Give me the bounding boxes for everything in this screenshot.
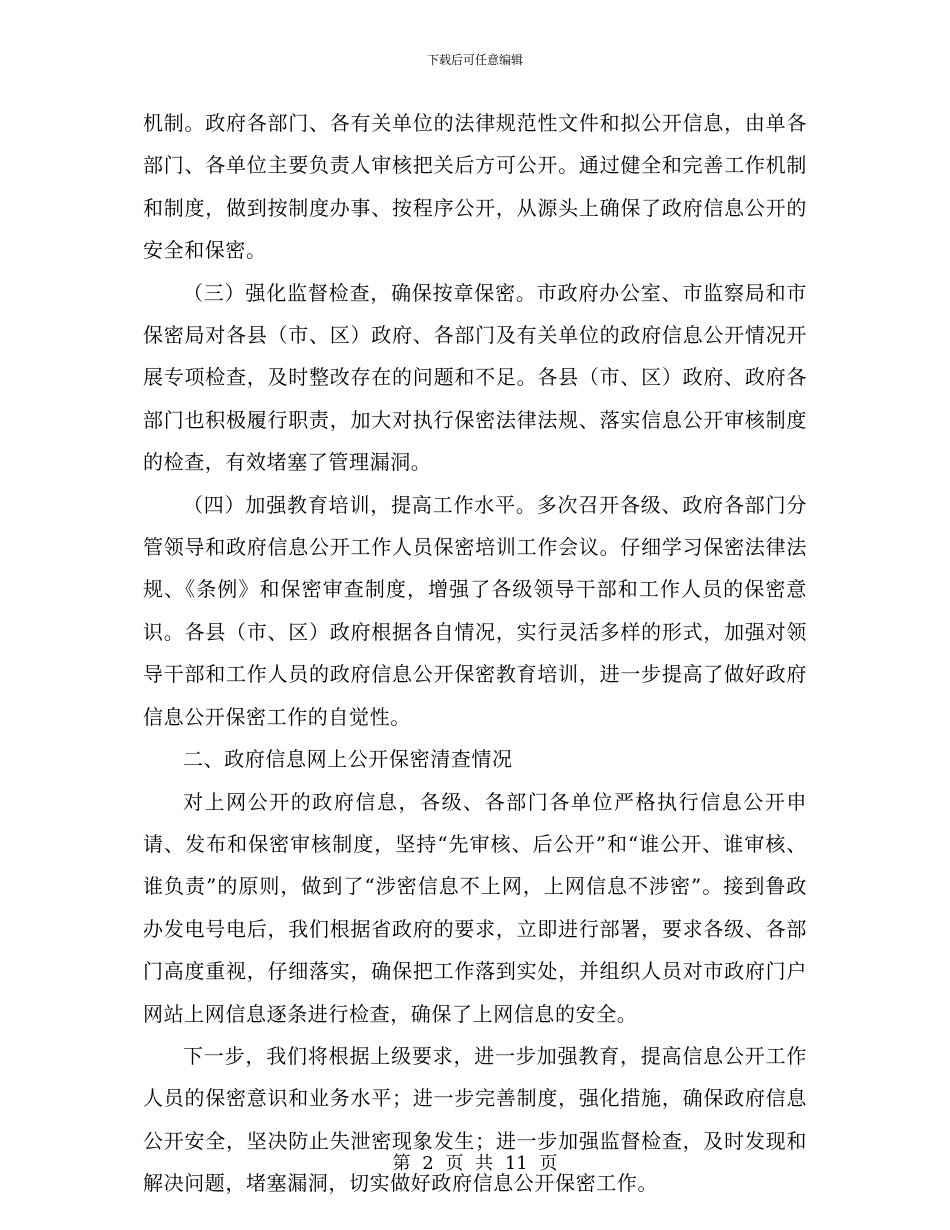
document-body (143, 102, 807, 1205)
paragraph-online-check: 对上网公开的政府信息，各级、各部门各单位严格执行信息公开申请、发布和保密审核制度，坚持“先审核、后公开”和“谁公开、谁审核、谁负责”的原则，做到了“涉密信息不上网，上网信息不涉密”。接到鲁政办发电号电后，我们根据省政府的要求，立即进行部署，要求各级、各部门高度重视，仔细落实，确保把工作落到实处，并组织人员对市政府门户网站上网信息逐条进行检查，确保了上网信息的安全。 (143, 789, 807, 1026)
paragraph-training: （四）加强教育培训，提高工作水平。多次召开各级、政府各部门分管领导和政府信息公开工作人员保密培训工作会议。仔细学习保密法律法规、《条例》和保密审查制度，增强了各级领导干部和工作人员的保密意识。各县（市、区）政府根据各自情况，实行灵活多样的形式，加强对领导干部和工作人员的政府信息公开保密教育培训，进一步提高了做好政府信息公开保密工作的自觉性。 (143, 492, 807, 729)
paragraph-continuation: 机制。政府各部门、各有关单位的法律规范性文件和拟公开信息，由单各部门、各单位主要负责人审核把关后方可公开。通过健全和完善工作机制和制度，做到按制度办事、按程序公开，从源头上确保了政府信息公开的安全和保密。 (143, 111, 807, 263)
paragraph-next-steps: 下一步，我们将根据上级要求，进一步加强教育，提高信息公开工作人员的保密意识和业务水平；进一步完善制度，强化措施，确保政府信息公开安全，坚决防止失泄密现象发生；进一步加强监督检查，及时发现和解决问题，堵塞漏洞，切实做好政府信息公开保密工作。 (143, 1043, 807, 1196)
paragraph-supervision: （三）强化监督检查，确保按章保密。市政府办公室、市监察局和市保密局对各县（市、区）政府、各部门及有关单位的政府信息公开情况开展专项检查，及时整改存在的问题和不足。各县（市、区）政府、政府各部门也积极履行职责，加大对执行保密法律法规、落实信息公开审核制度的检查，有效堵塞了管理漏洞。 (143, 280, 807, 475)
page-number: 第 2 页 共 11 页 (392, 1153, 558, 1174)
page-header: 下载后可任意编辑 (426, 53, 523, 67)
section-heading: 二、政府信息网上公开保密清查情况 (183, 747, 513, 772)
